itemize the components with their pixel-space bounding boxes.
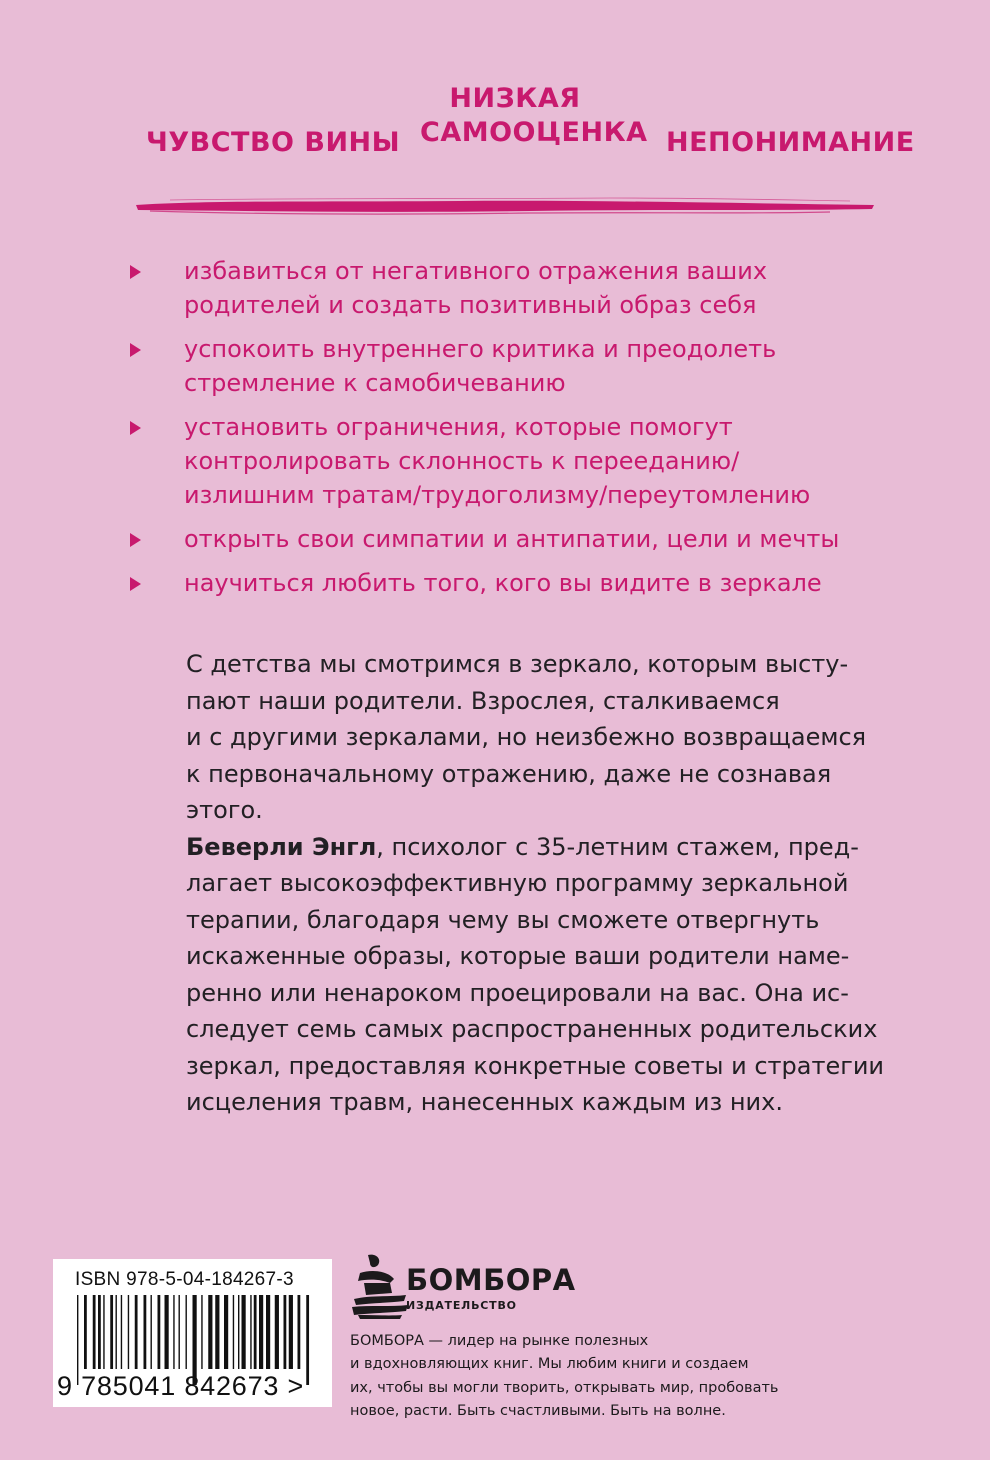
description-line: искаженные образы, которые ваши родители наме- bbox=[186, 942, 850, 970]
description-line: лагает высокоэффективную программу зеркальной bbox=[186, 869, 849, 897]
list-item-line: избавиться от негативного отражения ваших bbox=[184, 257, 768, 285]
benefits-list bbox=[126, 254, 886, 610]
brush-stroke-divider bbox=[130, 196, 880, 218]
list-item bbox=[126, 332, 886, 400]
list-item-line: успокоить внутреннего критика и преодолеть bbox=[184, 335, 777, 363]
list-item-line: излишним тратам/трудоголизму/переутомлению bbox=[184, 481, 811, 509]
list-item bbox=[126, 566, 886, 600]
triangle-bullet-icon bbox=[130, 421, 141, 435]
description-line-rest: , психолог с 35-летним стажем, пред- bbox=[376, 832, 859, 861]
isbn-text: ISBN 978-5-04-184267-3 bbox=[75, 1269, 294, 1290]
list-item-line: контролировать склонность к перееданию/ bbox=[184, 447, 740, 475]
bombora-logo-icon bbox=[350, 1253, 410, 1319]
triangle-bullet-icon bbox=[130, 343, 141, 357]
about-line: и вдохновляющих книг. Мы любим книги и создаем bbox=[350, 1356, 749, 1373]
description-line: терапии, благодаря чему вы сможете отвергнуть bbox=[186, 905, 820, 934]
description-line: следует семь самых распространенных родительских bbox=[186, 1015, 878, 1043]
list-item-line: научиться любить того, кого вы видите в зеркале bbox=[184, 569, 822, 597]
description-line: пают наши родители. Взрослея, сталкиваемся bbox=[186, 686, 780, 715]
description-line: исцеления травм, нанесенных каждым из них. bbox=[186, 1088, 783, 1116]
author-name: Беверли Энгл bbox=[186, 832, 377, 861]
description-line: ренно или ненароком проецировали на вас. Она ис- bbox=[186, 978, 849, 1007]
triangle-bullet-icon bbox=[130, 577, 141, 591]
triangle-bullet-icon bbox=[130, 265, 141, 279]
keyword-low-self-esteem-line2: САМООЦЕНКА bbox=[420, 117, 648, 148]
about-line: их, чтобы вы могли творить, открывать мир, пробовать bbox=[350, 1379, 779, 1396]
about-line: БОМБОРА — лидер на рынке полезных bbox=[350, 1333, 649, 1349]
description-line: этого. bbox=[186, 796, 263, 824]
list-item-line: открыть свои симпатии и антипатии, цели и мечты bbox=[184, 525, 840, 553]
list-item bbox=[126, 254, 886, 322]
list-item-line: стремление к самобичеванию bbox=[184, 369, 566, 397]
triangle-bullet-icon bbox=[130, 533, 141, 547]
list-item bbox=[126, 522, 886, 556]
keyword-low-self-esteem-line1: НИЗКАЯ bbox=[449, 83, 581, 114]
description-line: и с другими зеркалами, но неизбежно возвращаемся bbox=[186, 723, 867, 751]
about-line: новое, расти. Быть счастливыми. Быть на волне. bbox=[350, 1402, 726, 1419]
list-item-line: родителей и создать позитивный образ себя bbox=[184, 291, 757, 319]
description-line: к первоначальному отражению, даже не сознавая bbox=[186, 759, 832, 788]
list-item-line: установить ограничения, которые помогут bbox=[184, 413, 733, 441]
book-description bbox=[186, 646, 886, 1121]
publisher-about bbox=[350, 1330, 830, 1423]
barcode-block bbox=[53, 1259, 332, 1407]
keyword-guilt: ЧУВСТВО ВИНЫ bbox=[146, 127, 401, 158]
description-line: С детства мы смотримся в зеркало, которым высту- bbox=[186, 650, 849, 678]
keyword-misunderstanding: НЕПОНИМАНИЕ bbox=[666, 127, 915, 158]
list-item bbox=[126, 410, 886, 512]
keyword-low-self-esteem bbox=[420, 82, 648, 150]
description-line: зеркал, предоставляя конкретные советы и стратегии bbox=[186, 1051, 885, 1080]
publisher-subtitle: ИЗДАТЕЛЬСТВО bbox=[406, 1299, 517, 1312]
barcode-digits: 9 785041 842673 > bbox=[57, 1371, 305, 1401]
description-line bbox=[186, 829, 886, 866]
publisher-name: БОМБОРА bbox=[406, 1263, 576, 1297]
